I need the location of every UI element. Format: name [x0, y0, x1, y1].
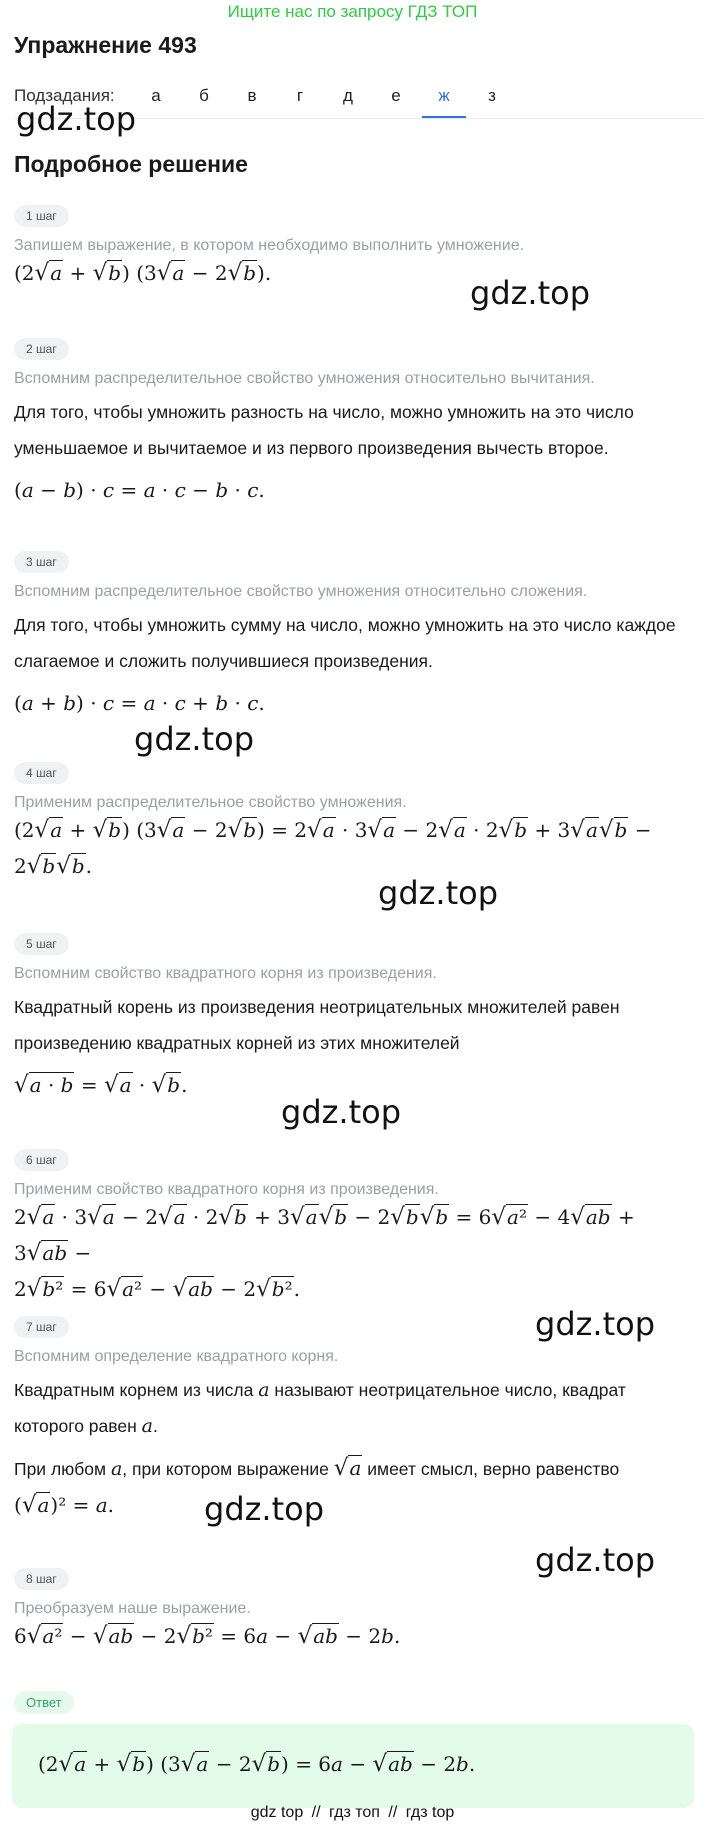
tab-zh[interactable]: ж — [422, 84, 466, 118]
step-1 — [14, 205, 694, 291]
step-badge: 3 шаг — [14, 551, 69, 573]
step-4 — [14, 762, 694, 884]
step-hint: Вспомним распределительное свойство умножения относительно вычитания. — [14, 370, 595, 387]
step-hint: Запишем выражение, в котором необходимо выполнить умножение. — [14, 237, 525, 254]
step-text: Для того, чтобы умножить разность на число, можно умножить на это число уменьшаемое и вычитаемое и из первого произведения вычесть второе. — [14, 402, 634, 458]
step-hint: Применим распределительное свойство умножения. — [14, 794, 407, 811]
tab-a[interactable]: а — [151, 86, 161, 105]
answer-badge: Ответ — [14, 1691, 74, 1714]
formula: (a + b) · c = a · c + b · c. — [14, 691, 265, 715]
tab-e[interactable]: е — [391, 86, 401, 105]
step-hint: Вспомним определение квадратного корня. — [14, 1348, 339, 1365]
watermark: gdz.top — [204, 1490, 325, 1528]
step-2 — [14, 338, 694, 508]
footer-separator: // — [311, 1804, 321, 1821]
footer-link[interactable]: gdz top — [250, 1804, 304, 1821]
formula: (2√a + √b) (3√a − 2√b). — [14, 260, 272, 286]
watermark: gdz.top — [535, 1305, 656, 1343]
step-8 — [14, 1568, 694, 1654]
promo-banner[interactable]: Ищите нас по запросу ГДЗ ТОП — [227, 2, 478, 21]
step-6 — [14, 1149, 694, 1307]
footer — [0, 1804, 705, 1822]
formula: 6√a² − √ab − 2√b² = 6a − √ab − 2b. — [14, 1623, 401, 1649]
formula: √a · b = √a · √b. — [14, 1072, 188, 1098]
step-hint: Вспомним распределительное свойство умножения относительно сложения. — [14, 583, 588, 600]
step-badge: 2 шаг — [14, 338, 69, 360]
footer-separator: // — [388, 1804, 398, 1821]
watermark: gdz.top — [535, 1541, 656, 1579]
watermark: gdz.top — [16, 100, 137, 138]
answer-box — [12, 1724, 694, 1808]
step-badge: 6 шаг — [14, 1149, 69, 1171]
formula: (2√a + √b) (3√a − 2√b) = 2√a · 3√a − 2√a · 2√b + 3√a√b − 2√b√b. — [14, 817, 652, 879]
watermark: gdz.top — [470, 274, 591, 312]
step-hint: Применим свойство квадратного корня из произведения. — [14, 1181, 439, 1198]
formula: (a − b) · c = a · c − b · c. — [14, 478, 265, 502]
footer-link[interactable]: гдз топ — [329, 1804, 380, 1821]
watermark: gdz.top — [281, 1093, 402, 1131]
tab-b[interactable]: б — [199, 86, 209, 105]
step-badge: 5 шаг — [14, 933, 69, 955]
page-title: Упражнение 493 — [14, 32, 197, 58]
answer-formula: (2√a + √b) (3√a − 2√b) = 6a − √ab − 2b. — [38, 1751, 476, 1777]
step-text: Квадратный корень из произведения неотрицательных множителей равен произведению квадратных корней из этих множителей — [14, 997, 620, 1053]
watermark: gdz.top — [134, 720, 255, 758]
step-7 — [14, 1316, 694, 1524]
step-badge: 7 шаг — [14, 1316, 69, 1338]
step-hint: Вспомним свойство квадратного корня из произведения. — [14, 965, 437, 982]
step-hint: Преобразуем наше выражение. — [14, 1600, 251, 1617]
step-text: Квадратным корнем из числа a называют неотрицательное число, квадрат которого равен a. — [14, 1379, 626, 1437]
step-text: Для того, чтобы умножить сумму на число, можно умножить на это число каждое слагаемое и сложить получившиеся произведения. — [14, 615, 676, 671]
footer-link[interactable]: гдз top — [405, 1804, 455, 1821]
subtasks-label: Подзадания: — [14, 86, 115, 105]
tab-g[interactable]: г — [296, 86, 304, 105]
tab-z[interactable]: з — [488, 86, 496, 105]
step-badge: 4 шаг — [14, 762, 69, 784]
step-badge: 8 шаг — [14, 1568, 69, 1590]
step-text: При любом a, при котором выражение √a имеет смысл, верно равенство (√a)² = a. — [14, 1455, 620, 1518]
formula: 2√a · 3√a − 2√a · 2√b + 3√a√b − 2√b√b = 6√a² − 4√ab + 3√ab − 2√b² = 6√a² − √ab − 2√b². — [14, 1204, 635, 1302]
step-badge: 1 шаг — [14, 205, 69, 227]
tab-d[interactable]: д — [343, 86, 353, 105]
watermark: gdz.top — [378, 874, 499, 912]
step-5 — [14, 933, 694, 1103]
section-title: Подробное решение — [14, 151, 248, 177]
tab-v[interactable]: в — [247, 86, 257, 105]
step-3 — [14, 551, 694, 721]
